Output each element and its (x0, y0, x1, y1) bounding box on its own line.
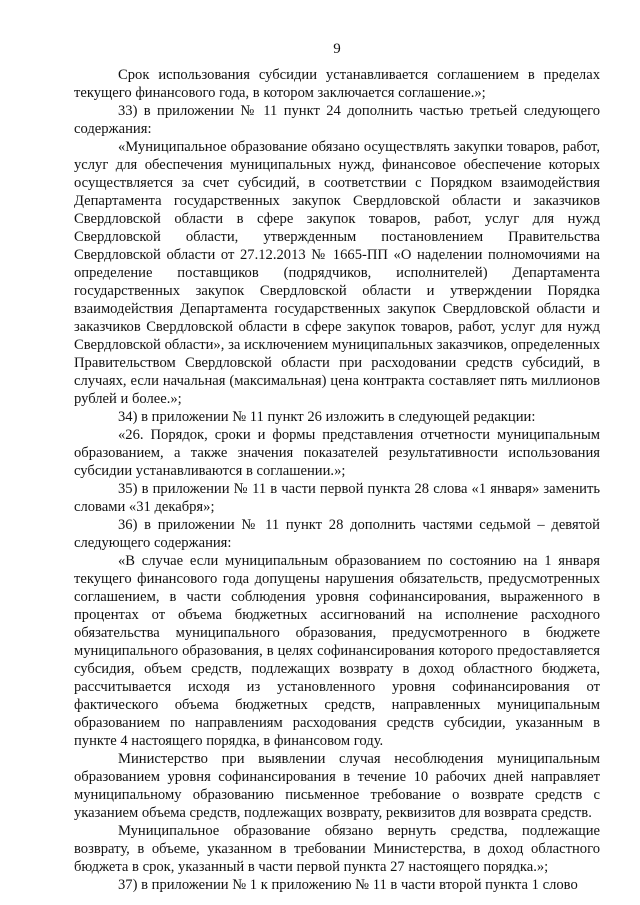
paragraph: Срок использования субсидии устанавливается соглашением в пределах текущего финансового года, в котором заключается соглашение.»; (74, 67, 600, 101)
paragraph: Муниципальное образование обязано вернуть средства, подлежащие возврату, в объеме, указанном в требовании Министерства, в доход областного бюджета в срок, указанный в части первой пункта 27 настоящего порядка.»; (74, 823, 600, 875)
paragraph: «Муниципальное образование обязано осуществлять закупки товаров, работ, услуг для обеспечения муниципальных нужд, финансовое обеспечение которых осуществляется за счет субсидий, в соответствии с Порядком взаимодействия Департамента государственных закупок Свердловской области и заказчиков Свердловской области в сфере закупок товаров, работ, услуг для нужд Свердловской области, утвержденным постановлением Правительства Свердловской области от 27.12.2013 № 1665-ПП «О наделении полномочиями на определение поставщиков (подрядчиков, исполнителей) Департамента государственных закупок Свердловской области и утверждении Порядка взаимодействия Департамента государственных закупок Свердловской области и заказчиков Свердловской области в сфере закупок товаров, работ, услуг для нужд Свердловской области», за исключением муниципальных заказчиков, определенных Правительством Свердловской области при расходовании средств субсидий, в случаях, если начальная (максимальная) цена контракта составляет пять миллионов рублей и более.»; (74, 139, 600, 407)
paragraph: 36) в приложении № 11 пункт 28 дополнить частями седьмой – девятой следующего содержания: (74, 517, 600, 551)
paragraph: «В случае если муниципальным образованием по состоянию на 1 января текущего финансового года допущены нарушения обязательств, предусмотренных соглашением, в части соблюдения уровня софинансирования, выраженного в процентах от объема бюджетных ассигнований на исполнение расходного обязательства муниципального образования, предусмотренного в бюджете муниципального образования, в целях софинансирования которого предоставляется субсидия, объем средств, подлежащих возврату в доход областного бюджета, рассчитывается исходя из установленного уровня софинансирования от фактического объема бюджетных средств, направленных муниципальным образованием по направлениям расходования средств субсидии, указанным в пункте 4 настоящего порядка, в финансовом году. (74, 553, 600, 749)
page-number: 9 (333, 41, 341, 57)
document-page (74, 40, 600, 894)
paragraph: 35) в приложении № 11 в части первой пункта 28 слова «1 января» заменить словами «31 декабря»; (74, 481, 600, 515)
paragraph: 34) в приложении № 11 пункт 26 изложить в следующей редакции: (118, 409, 536, 425)
paragraph: 37) в приложении № 1 к приложению № 11 в части второй пункта 1 слово (118, 877, 578, 893)
paragraph: 33) в приложении № 11 пункт 24 дополнить частью третьей следующего содержания: (74, 103, 600, 137)
paragraph: «26. Порядок, сроки и формы представления отчетности муниципальным образованием, а также значения показателей результативности использования субсидии устанавливаются в соглашении.»; (74, 427, 600, 479)
paragraph: Министерство при выявлении случая несоблюдения муниципальным образованием уровня софинансирования в течение 10 рабочих дней направляет муниципальному образованию письменное требование о возврате средств с указанием объема средств, подлежащих возврату, реквизитов для возврата средств. (74, 751, 600, 821)
